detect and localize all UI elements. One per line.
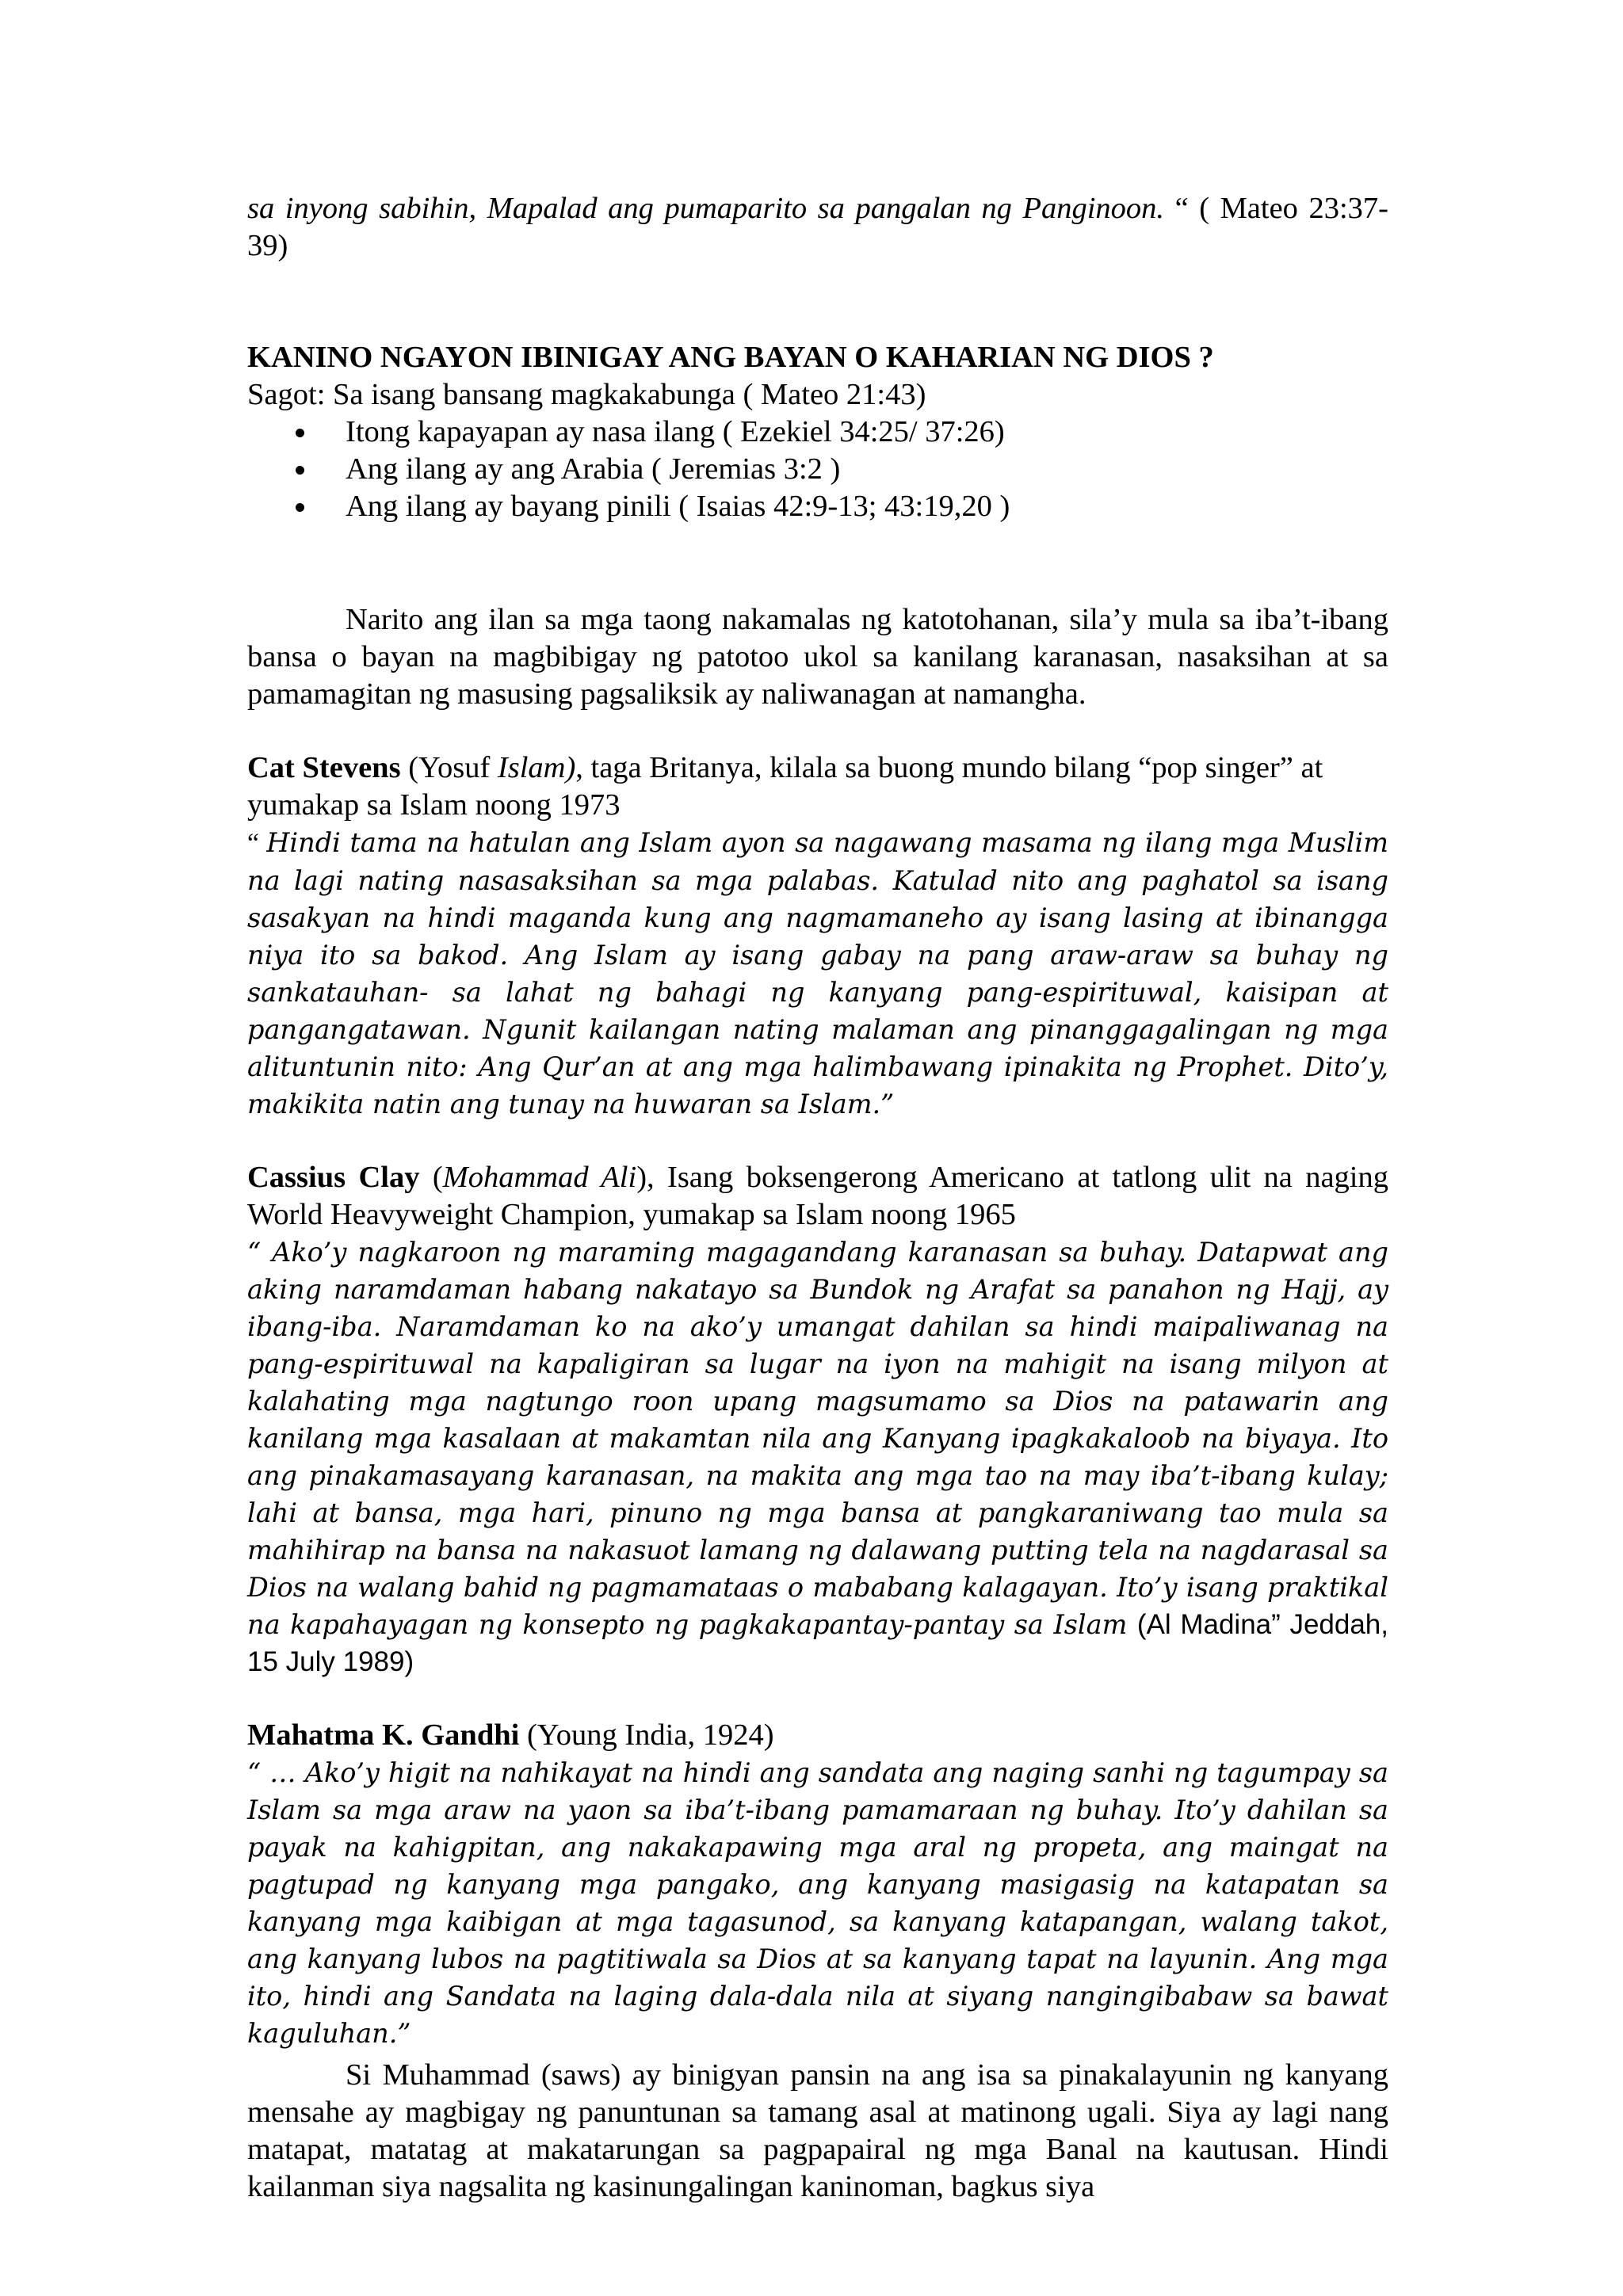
testimony-cassius-clay (247, 1159, 1388, 1680)
testimony-name: Cat Stevens (247, 751, 401, 784)
opening-verse-reference: “ ( Mateo 23:37-39) (247, 192, 1388, 262)
document-page (247, 190, 1388, 2206)
testimony-name: Mahatma K. Gandhi (247, 1718, 520, 1752)
testimony-intro-text: ), Isang boksengerong Americano at tatlong ulit na naging World Heavyweight Champion, yumakap sa Islam noong 1965 (247, 1161, 1388, 1231)
bullet-list (247, 414, 1388, 525)
testimony-intro-text: (Yosuf (400, 751, 498, 784)
testimony-intro (247, 1717, 1388, 1754)
bullet-item (247, 488, 1388, 525)
testimony-intro (247, 1159, 1388, 1234)
answer-line: Sagot: Sa isang bansang magkakabunga ( Mateo 21:43) (247, 378, 926, 411)
testimony-source: (Al Madina” Jeddah, 15 July 1989) (247, 1609, 1388, 1677)
bullet-text: Ang ilang ay bayang pinili ( Isaias 42:9-13; 43:19,20 ) (346, 490, 1010, 523)
testimony-alias: Mohammad Ali (442, 1161, 637, 1194)
testimony-gandhi (247, 1717, 1388, 2052)
testimony-quote-text: Hindi tama na hatulan ang Islam ayon sa nagawang masama ng ilang mga Muslim na lagi nating nasasaksihan sa mga palabas. Katulad nito ang paghatol sa isang sasakyan na hindi maganda kung ang nagmamaneho ay isang lasing at ibinangga niya ito sa bakod. Ang Islam ay isang gabay na pang araw-araw sa buhay ng sankatauhan- sa lahat ng bahagi ng kanyang pang-espirituwal, kaisipan at pangangatawan. Ngunit kailangan nating malaman ang pinanggagalingan ng mga alituntunin nito: Ang Qur’an at ang mga halimbawang ipinakita ng Prophet. Dito’y, makikita natin ang tunay na huwaran sa Islam.” (247, 827, 1389, 1119)
testimony-intro-text: (Young India, 1924) (519, 1718, 774, 1752)
closing-paragraph (247, 2057, 1388, 2206)
testimony-name: Cassius Clay (247, 1161, 420, 1194)
testimony-quote (247, 1234, 1388, 1680)
bullet-text: Itong kapayapan ay nasa ilang ( Ezekiel 34:25/ 37:26) (346, 415, 1005, 448)
bullet-icon (296, 466, 304, 475)
bullet-text: Ang ilang ay ang Arabia ( Jeremias 3:2 ) (346, 452, 841, 486)
testimony-alias: Islam) (497, 751, 576, 784)
closing-paragraph-text: Si Muhammad (saws) ay binigyan pansin na ang isa sa pinakalayunin ng kanyang mensahe ay magbigay ng panuntunan sa tamang asal at matinong ugali. Siya ay lagi nang matapat, matatag at makatarungan sa pagpapairal ng mga Banal na kautusan. Hindi kailanman siya nagsalita ng kasinungalingan kaninoman, bagkus siya (247, 2058, 1388, 2203)
testimony-quote-text: “ … Ako’y higit na nahikayat na hindi ang sandata ang naging sanhi ng tagumpay sa Islam sa mga araw na yaon sa iba’t-ibang pamamaraan ng buhay. Ito’y dahilan sa payak na kahigpitan, ang nakakapawing mga aral ng propeta, ang maingat na pagtupad ng kanyang mga pangako, ang kanyang masigasig na katapatan sa kanyang mga kaibigan at mga tagasunod, sa kanyang katapangan, walang takot, ang kanyang lubos na pagtitiwala sa Dios at sa kanyang tapat na layunin. Ang mga ito, hindi ang Sandata na laging dala-dala nila at siyang nangingibabaw sa bawat kaguluhan.” (247, 1757, 1388, 2049)
testimony-quote-text: “ Ako’y nagkaroon ng maraming magagandang karanasan sa buhay. Datapwat ang aking naramdaman habang nakatayo sa Bundok ng Arafat sa panahon ng Hajj, ay ibang-iba. Naramdaman ko na ako’y umangat dahilan sa hindi maipaliwanag na pang-espirituwal na kapaligiran sa lugar na iyon na mahigit na isang milyon at kalahating mga nagtungo roon upang magsumamo sa Dios na patawarin ang kanilang mga kasalaan at makamtan nila ang Kanyang ipagkakaloob na biyaya. Ito ang pinakamasayang karanasan, na makita ang mga tao na may iba’t-ibang kulay; lahi at bansa, mga hari, pinuno ng mga bansa at pangkaraniwang tao mula sa mahihirap na bansa na nakasuot lamang ng dalawang putting tela na nagdarasal sa Dios na walang bahid ng pagmamataas o mababang kalagayan. Ito’y isang praktikal na kapahayagan ng konsepto ng pagkakapantay-pantay sa Islam (247, 1237, 1388, 1640)
testimony-cat-stevens (247, 749, 1388, 1123)
bullet-icon (296, 503, 304, 512)
bullet-item (247, 451, 1388, 488)
intro-paragraph-text: Narito ang ilan sa mga taong nakamalas ng katotohanan, sila’y mula sa iba’t-ibang bansa o bayan na magbibigay ng patotoo ukol sa kanilang karanasan, nasaksihan at sa pamamagitan ng masusing pagsaliksik ay naliwanagan at namangha. (247, 603, 1388, 711)
testimony-quote (247, 824, 1388, 1123)
testimony-intro-text: ( (419, 1161, 443, 1194)
bullet-icon (296, 429, 304, 437)
opening-verse (247, 190, 1388, 265)
section-heading: KANINO NGAYON IBINIGAY ANG BAYAN O KAHARIAN NG DIOS ? (247, 341, 1214, 374)
intro-paragraph (247, 601, 1388, 713)
testimony-quote (247, 1754, 1388, 2052)
bullet-item (247, 414, 1388, 451)
testimony-intro (247, 749, 1388, 824)
opening-verse-text: sa inyong sabihin, Mapalad ang pumaparito sa pangalan ng Panginoon. (247, 192, 1165, 225)
testimony-intro-text: , taga Britanya, kilala sa buong mundo bilang “pop singer” at yumakap sa Islam noong 1973 (247, 751, 1323, 822)
quote-open-mark: “ (247, 829, 267, 858)
